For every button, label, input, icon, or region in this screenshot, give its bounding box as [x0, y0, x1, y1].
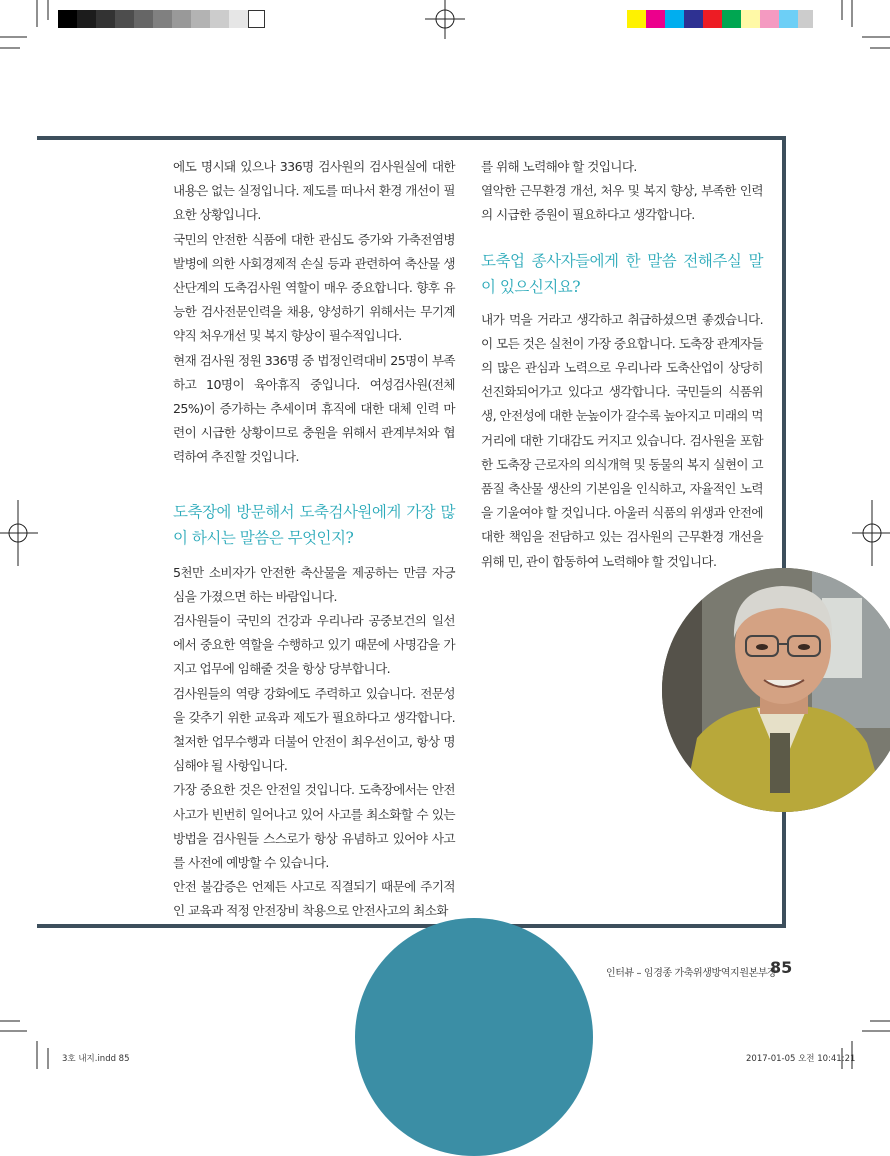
print-slug-filename: 3호 내지.indd 85	[62, 1054, 130, 1064]
decorative-semicircle	[355, 918, 593, 1156]
print-slug-timestamp: 2017-01-05 오전 10:41:21	[746, 1054, 856, 1064]
left-answer-paragraph-4: 가장 중요한 것은 안전일 것입니다. 도축장에서는 안전사고가 빈번히 일어나고 있어 사고를 최소화할 수 있는 방법을 검사원들 스스로가 항상 유념하고 있어야 사고를 사전에 예방할 수 있습니다.	[173, 782, 455, 871]
left-answer-paragraph-5: 안전 불감증은 언제든 사고로 직결되기 때문에 주기적인 교육과 적정 안전장비 착용으로 안전사고의 최소화	[173, 879, 455, 919]
left-column	[173, 155, 455, 924]
page-number: 85	[770, 958, 793, 977]
left-intro-paragraph-1: 에도 명시돼 있으나 336명 검사원의 검사원실에 대한 내용은 없는 실정입니다. 제도를 떠나서 환경 개선이 필요한 상황입니다.	[173, 159, 455, 223]
right-column	[481, 155, 763, 574]
right-question-heading: 도축업 종사자들에게 한 말씀 전해주실 말이 있으신지요?	[481, 251, 763, 296]
left-intro-paragraph-2: 국민의 안전한 식품에 대한 관심도 증가와 가축전염병 발병에 의한 사회경제적 손실 등과 관련하여 축산물 생산단계의 도축검사원 역할이 매우 중요합니다. 향후 유능한 검사전문인력을 채용, 양성하기 위해서는 무기계약직 처우개선 및 복지 향상이 필수적입니다.	[173, 231, 455, 344]
interviewee-portrait-photo	[662, 568, 890, 812]
running-footer-caption: 인터뷰 – 임경종 가축위생방역지원본부장	[606, 968, 777, 979]
right-intro-paragraph-2: 열악한 근무환경 개선, 처우 및 복지 향상, 부족한 인력의 시급한 증원이 필요하다고 생각합니다.	[481, 183, 763, 223]
portrait-illustration	[662, 568, 890, 812]
left-answer-paragraph-3: 검사원들의 역량 강화에도 주력하고 있습니다. 전문성을 갖추기 위한 교육과 제도가 필요하다고 생각합니다. 철저한 업무수행과 더불어 안전이 최우선이고, 항상 명심해야 될 사항입니다.	[173, 685, 455, 774]
frame-bottom-border	[37, 924, 786, 928]
left-answer-paragraph-2: 검사원들이 국민의 건강과 우리나라 공중보건의 일선에서 중요한 역할을 수행하고 있기 때문에 사명감을 가지고 업무에 임해줄 것을 항상 당부합니다.	[173, 613, 455, 677]
right-intro-paragraph-1: 를 위해 노력해야 할 것입니다.	[481, 159, 637, 174]
left-question-heading: 도축장에 방문해서 도축검사원에게 가장 많이 하시는 말씀은 무엇인지?	[173, 502, 455, 547]
left-intro-paragraph-3: 현재 검사원 정원 336명 중 법정인력대비 25명이 부족하고 10명이 육아휴직 중입니다. 여성검사원(전체 25%)이 증가하는 추세이며 휴직에 대한 대체 인력 마련이 시급한 상황이므로 충원을 위해서 관계부처와 협력하여 추진할 것입니다.	[173, 352, 455, 465]
frame-top-border	[37, 136, 786, 140]
left-answer-paragraph-1: 5천만 소비자가 안전한 축산물을 제공하는 만큼 자긍심을 가졌으면 하는 바람입니다.	[173, 564, 455, 604]
right-answer-paragraph-1: 내가 먹을 거라고 생각하고 취급하셨으면 좋겠습니다. 이 모든 것은 실천이 가장 중요합니다. 도축장 관계자들의 많은 관심과 노력으로 우리나라 도축산업이 상당히 선진화되어가고 있다고 생각합니다. 국민들의 식품위생, 안전성에 대한 눈높이가 갈수록 높아지고 미래의 먹거리에 대한 기대감도 커지고 있습니다. 검사원을 포함한 도축장 근로자의 의식개혁 및 동물의 복지 실현이 고품질 축산물 생산의 기본임을 인식하고, 자율적인 노력을 기울여야 할 것입니다. 아울러 식품의 위생과 안전에 대한 책임을 전담하고 있는 검사원의 근무환경 개선을 위해 민, 관이 합동하여 노력해야 할 것입니다.	[481, 311, 763, 569]
